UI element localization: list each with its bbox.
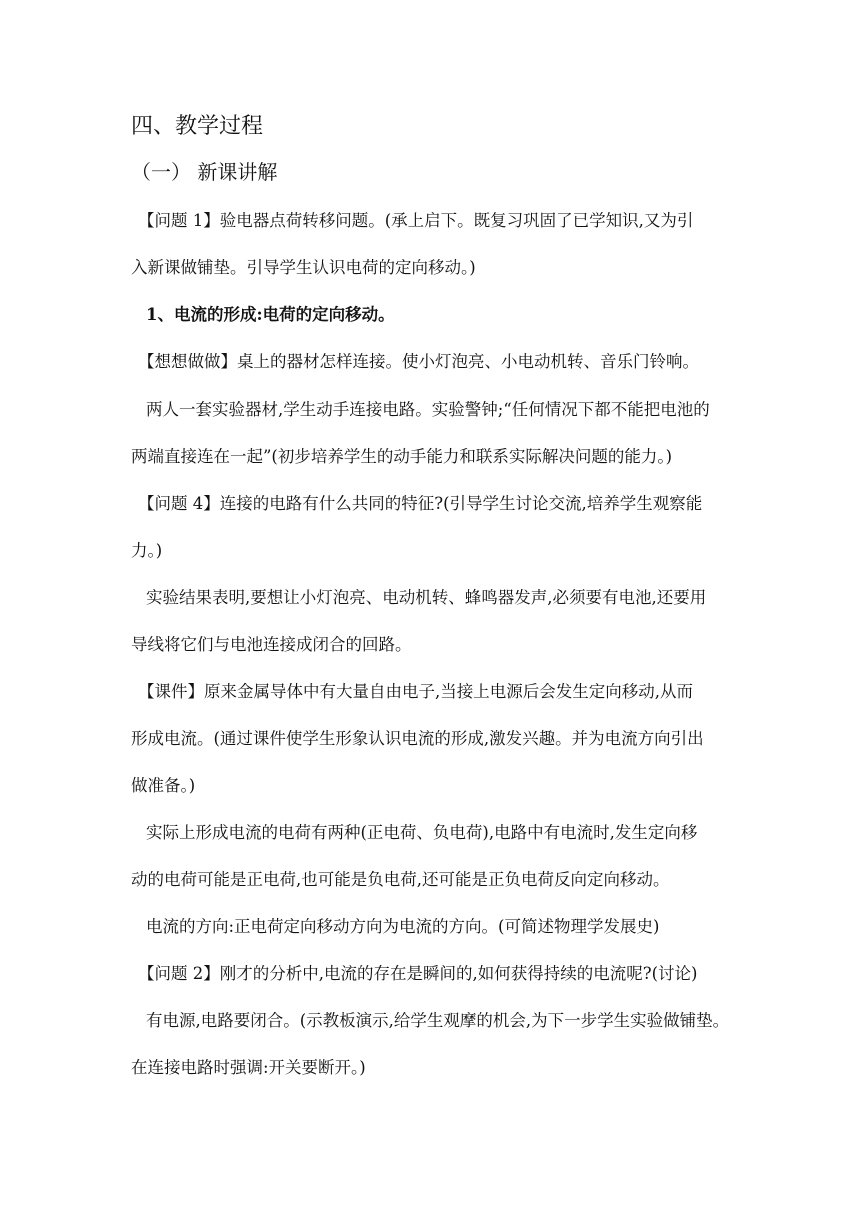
paragraph-line: 【问题 4】连接的电路有什么共同的特征?(引导学生讨论交流,培养学生观察能 [138, 494, 703, 513]
paragraph-line: 【问题 1】验电器点荷转移问题。(承上启下。既复习巩固了已学知识,又为引 [138, 211, 694, 230]
paragraph-line: 电流的方向:正电荷定向移动方向为电流的方向。(可简述物理学发展史) [146, 917, 660, 936]
paragraph-line: 形成电流。(通过课件使学生形象认识电流的形成,激发兴趣。并为电流方向引出 [131, 729, 704, 748]
paragraph-line: 【问题 2】刚才的分析中,电流的存在是瞬间的,如何获得持续的电流呢?(讨论) [138, 964, 698, 983]
paragraph-line: 入新课做铺垫。引导学生认识电荷的定向移动。) [131, 258, 476, 277]
paragraph-line: 实验结果表明,要想让小灯泡亮、电动机转、蜂鸣器发声,必须要有电池,还要用 [146, 588, 707, 607]
paragraph-line: 做准备。) [131, 776, 196, 795]
paragraph-line: 两人一套实验器材,学生动手连接电路。实验警钟;“任何情况下都不能把电池的 [146, 400, 710, 419]
paragraph-line: 实际上形成电流的电荷有两种(正电荷、负电荷),电路中有电流时,发生定向移 [146, 823, 698, 842]
paragraph-line: 在连接电路时强调:开关要断开。) [131, 1058, 366, 1077]
paragraph-line: 动的电荷可能是正电荷,也可能是负电荷,还可能是正负电荷反向定向移动。 [131, 870, 670, 889]
paragraph-line: 力。) [131, 541, 163, 560]
paragraph-line: 两端直接连在一起”(初步培养学生的动手能力和联系实际解决问题的能力。) [131, 447, 673, 466]
paragraph-line: 1、电流的形成:电荷的定向移动。 [146, 305, 395, 324]
paragraph-line: 有电源,电路要闭合。(示教板演示,给学生观摩的机会,为下一步学生实验做铺垫。 [146, 1011, 730, 1030]
paragraph-line: 【课件】原来金属导体中有大量自由电子,当接上电源后会发生定向移动,从而 [138, 682, 693, 701]
subsection-heading: （一） 新课讲解 [131, 160, 278, 184]
section-heading: 四、教学过程 [131, 114, 264, 139]
paragraph-line: 【想想做做】桌上的器材怎样连接。使小灯泡亮、小电动机转、音乐门铃响。 [138, 352, 699, 371]
paragraph-line: 导线将它们与电池连接成闭合的回路。 [131, 635, 412, 654]
